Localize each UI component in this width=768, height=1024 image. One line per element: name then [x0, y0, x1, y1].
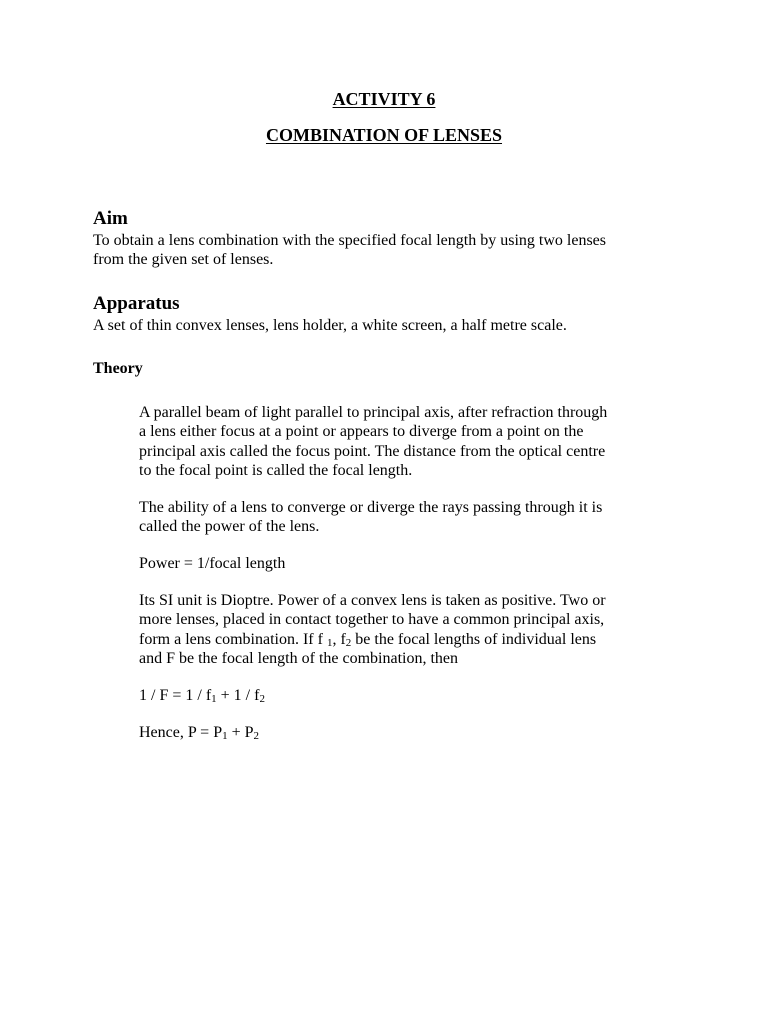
- theory-para1-line1: A parallel beam of light parallel to principal axis, after refraction through: [139, 404, 608, 421]
- power-sum-part2: + P: [227, 724, 254, 741]
- apparatus-heading: Apparatus: [93, 293, 180, 314]
- theory-para1-line4: to the focal point is called the focal length.: [139, 462, 413, 479]
- theory-para1-line3: principal axis called the focus point. The distance from the optical centre: [139, 443, 606, 460]
- line3-after: be the focal lengths of individual lens: [351, 631, 597, 648]
- apparatus-text: A set of thin convex lenses, lens holder, a white screen, a half metre scale.: [93, 317, 567, 334]
- theory-para2-line1: The ability of a lens to converge or diverge the rays passing through it is: [139, 499, 603, 516]
- theory-para3-line1: Its SI unit is Dioptre. Power of a convex lens is taken as positive. Two or: [139, 592, 606, 609]
- subscript-2: 2: [345, 637, 352, 649]
- power-sum-part1: Hence, P = P: [139, 724, 223, 741]
- lens-formula-sub2: 2: [259, 693, 265, 705]
- theory-para3-line3: [139, 630, 596, 649]
- activity-number-title: ACTIVITY 6: [332, 89, 436, 109]
- theory-para2-line2: called the power of the lens.: [139, 518, 320, 535]
- activity-name-title: COMBINATION OF LENSES: [265, 125, 503, 145]
- theory-para3-line4: and F be the focal length of the combination, then: [139, 650, 459, 667]
- power-formula: Power = 1/focal length: [139, 555, 286, 572]
- lens-formula: [139, 686, 265, 705]
- lens-formula-part2: + 1 / f: [216, 687, 260, 704]
- line3-mid: , f: [332, 631, 346, 648]
- theory-para1-line2: a lens either focus at a point or appears to diverge from a point on the: [139, 423, 584, 440]
- lens-formula-sub1: 1: [211, 693, 217, 705]
- theory-heading: Theory: [93, 360, 143, 377]
- line3-before: form a lens combination. If f: [139, 631, 327, 648]
- aim-line-1: To obtain a lens combination with the specified focal length by using two lenses: [93, 232, 606, 249]
- lens-formula-part1: 1 / F = 1 / f: [139, 687, 212, 704]
- subscript-1: 1: [326, 637, 333, 649]
- aim-heading: Aim: [93, 208, 128, 229]
- theory-para3-line2: more lenses, placed in contact together to have a common principal axis,: [139, 611, 605, 628]
- power-sum-sub1: 1: [222, 730, 228, 742]
- power-sum-formula: [139, 723, 259, 742]
- power-sum-sub2: 2: [253, 730, 260, 742]
- aim-line-2: from the given set of lenses.: [93, 251, 274, 268]
